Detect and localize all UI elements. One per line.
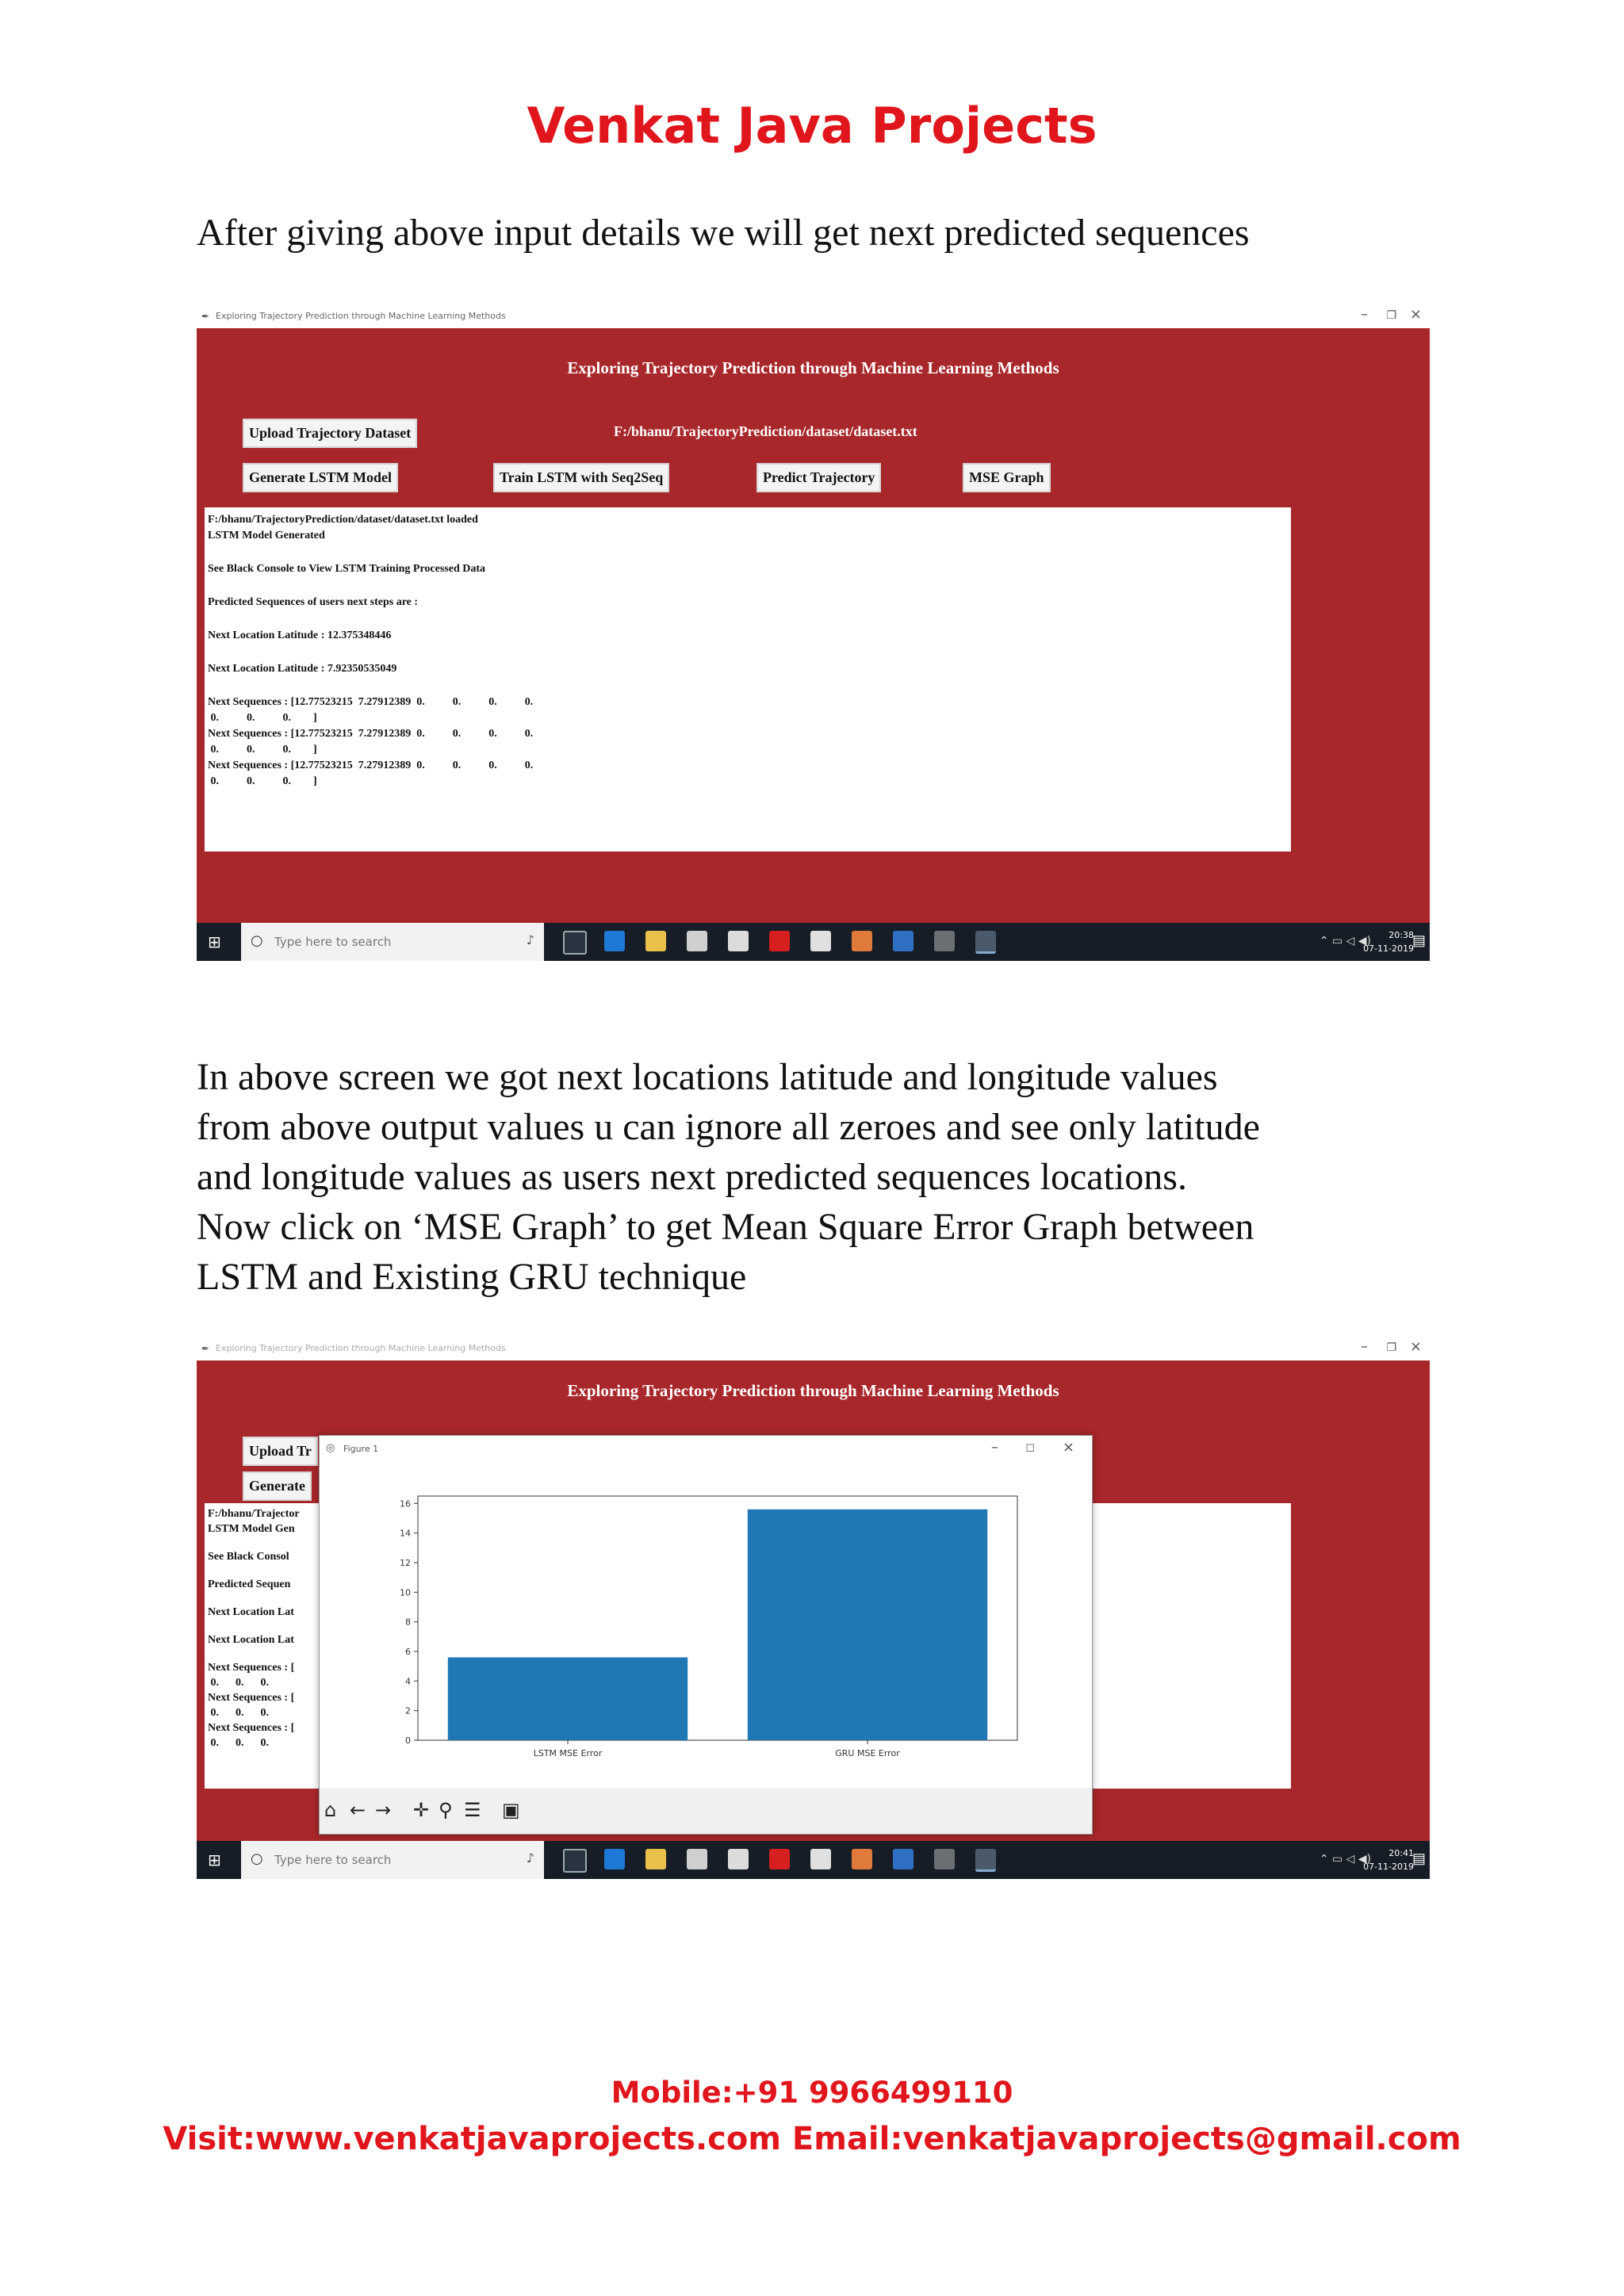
matplotlib-icon: ◎ [326, 1442, 335, 1454]
window-title: Exploring Trajectory Prediction through Machine Learning Methods [216, 311, 506, 321]
page-title: Venkat Java Projects [527, 97, 1097, 155]
output-line: 0. 0. 0. ] [208, 744, 317, 756]
bar [448, 1657, 688, 1740]
console-icon[interactable] [934, 931, 955, 951]
document-icon[interactable] [810, 931, 831, 951]
close-icon[interactable]: × [1062, 1439, 1074, 1456]
clock-date: 07-11-2019 [1363, 943, 1414, 954]
window-titlebar [197, 1337, 1430, 1360]
search-placeholder: Type here to search [274, 935, 392, 949]
task-view-icon[interactable] [563, 931, 587, 955]
mse-graph-button[interactable]: MSE Graph [963, 463, 1051, 492]
output-line: 0. 0. 0. [208, 1737, 269, 1749]
feather-icon: ✒ [201, 311, 210, 322]
store-icon[interactable] [687, 931, 707, 951]
feather-icon: ✒ [201, 1343, 210, 1354]
store-icon[interactable] [687, 1849, 707, 1869]
taskbar-search-box[interactable] [241, 1841, 544, 1879]
output-line: Next Location Lat [208, 1606, 294, 1618]
taskbar-clock[interactable] [1363, 928, 1414, 955]
output-line [208, 610, 1288, 628]
python-app-icon[interactable] [975, 931, 996, 954]
minimize-icon[interactable]: – [1361, 306, 1368, 323]
body-line: from above output values u can ignore all zeroes and see only latitude [197, 1106, 1260, 1148]
notification-icon[interactable]: ▤ [1412, 1850, 1427, 1866]
file-explorer-icon[interactable] [645, 931, 666, 951]
microphone-icon[interactable]: ♪ [526, 932, 534, 947]
clock-time: 20:41 [1388, 1848, 1414, 1858]
windows-start-icon[interactable]: ⊞ [208, 1850, 221, 1869]
clock-date: 07-11-2019 [1363, 1862, 1414, 1872]
bar [748, 1510, 987, 1740]
figure-canvas [320, 1463, 1092, 1788]
x-tick-label: GRU MSE Error [835, 1748, 900, 1758]
windows-start-icon[interactable]: ⊞ [208, 932, 221, 951]
generate-lstm-button[interactable]: Generate LSTM Model [243, 463, 398, 492]
figure-titlebar [320, 1436, 1092, 1463]
save-icon[interactable]: ▣ [502, 1799, 520, 1821]
body-line: Now click on ‘MSE Graph’ to get Mean Square Error Graph between [197, 1206, 1254, 1248]
figure-title: Figure 1 [343, 1444, 379, 1454]
output-line: 0. 0. 0. [208, 1677, 269, 1689]
y-tick-label: 14 [400, 1528, 411, 1539]
output-line: Next Location Latitude : 7.92350535049 [208, 663, 397, 675]
word-icon[interactable] [893, 1849, 914, 1869]
output-line: 0. 0. 0. [208, 1707, 269, 1719]
output-line: Next Sequences : [12.77523215 7.27912389 0. 0. 0. 0. [208, 696, 534, 708]
mail-icon[interactable] [728, 931, 749, 951]
output-line: Next Location Latitude : 12.375348446 [208, 629, 392, 641]
output-line: LSTM Model Gen [208, 1523, 295, 1535]
restore-icon[interactable]: ❐ [1386, 309, 1396, 322]
taskbar-clock[interactable] [1363, 1846, 1414, 1873]
output-line [208, 677, 1288, 695]
mail-icon[interactable] [728, 1849, 749, 1869]
pdf-reader-icon[interactable] [769, 931, 790, 951]
taskbar-search-box[interactable] [241, 923, 544, 961]
body-line: LSTM and Existing GRU technique [197, 1256, 747, 1298]
generate-lstm-button[interactable]: Generate [243, 1471, 312, 1501]
output-line: Predicted Sequen [208, 1578, 291, 1590]
output-line: See Black Console to View LSTM Training Processed Data [208, 563, 485, 575]
y-tick-label: 6 [405, 1647, 411, 1657]
window-titlebar [197, 304, 1430, 328]
task-view-icon[interactable] [563, 1849, 587, 1873]
output-line [208, 577, 1288, 595]
word-icon[interactable] [893, 931, 914, 951]
home-icon[interactable]: ⌂ [324, 1799, 337, 1821]
console-icon[interactable] [934, 1849, 955, 1869]
file-explorer-icon[interactable] [645, 1849, 666, 1869]
body-paragraph [197, 1052, 1434, 1302]
app-window [197, 1360, 1430, 1879]
output-line: F:/bhanu/TrajectoryPrediction/dataset/dataset.txt loaded [208, 514, 478, 526]
y-tick-label: 10 [400, 1587, 411, 1598]
upload-dataset-button[interactable]: Upload Tr [243, 1437, 318, 1466]
taskbar [197, 923, 1430, 961]
zoom-icon[interactable]: ⚲ [439, 1799, 453, 1821]
output-line: 0. 0. 0. ] [208, 775, 317, 787]
output-line: 0. 0. 0. ] [208, 712, 317, 724]
app-title: Exploring Trajectory Prediction through Machine Learning Methods [567, 1381, 1059, 1400]
body-line: and longitude values as users next predicted sequences locations. [197, 1156, 1187, 1198]
output-line: F:/bhanu/Trajector [208, 1508, 300, 1520]
y-tick-label: 16 [400, 1498, 411, 1510]
app-window [197, 328, 1430, 961]
output-line: Next Sequences : [ [208, 1692, 295, 1704]
pan-icon[interactable]: ✛ [413, 1799, 430, 1821]
edge-browser-icon[interactable] [604, 931, 625, 951]
intro-text: After giving above input details we will get next predicted sequences [197, 212, 1250, 254]
dataset-path-label: F:/bhanu/TrajectoryPrediction/dataset/dataset.txt [614, 423, 917, 439]
output-text-area[interactable] [205, 507, 1291, 851]
python-app-icon[interactable] [975, 1849, 996, 1872]
body-line: In above screen we got next locations latitude and longitude values [197, 1056, 1218, 1098]
notification-icon[interactable]: ▤ [1412, 932, 1427, 948]
footer-contact: Visit:www.venkatjavaprojects.com Email:venkatjavaprojects@gmail.com [163, 2121, 1461, 2157]
edge-browser-icon[interactable] [604, 1849, 625, 1869]
mse-bar-chart [320, 1463, 1092, 1788]
close-icon[interactable]: × [1409, 1338, 1422, 1355]
output-line: LSTM Model Generated [208, 530, 325, 541]
document-icon[interactable] [810, 1849, 831, 1869]
y-tick-label: 8 [405, 1617, 411, 1628]
upload-dataset-button[interactable]: Upload Trajectory Dataset [243, 419, 417, 448]
y-tick-label: 0 [405, 1735, 411, 1746]
window-title: Exploring Trajectory Prediction through Machine Learning Methods [216, 1343, 506, 1353]
paint-icon[interactable] [852, 931, 872, 951]
minimize-icon[interactable]: – [991, 1439, 998, 1456]
close-icon[interactable]: × [1409, 306, 1422, 323]
predict-trajectory-button[interactable]: Predict Trajectory [756, 463, 881, 492]
minimize-icon[interactable]: – [1361, 1338, 1368, 1355]
output-line: Next Sequences : [12.77523215 7.27912389 0. 0. 0. 0. [208, 728, 534, 740]
app-title: Exploring Trajectory Prediction through Machine Learning Methods [567, 358, 1059, 377]
back-arrow-icon[interactable]: ← [350, 1799, 366, 1821]
y-tick-label: 12 [400, 1558, 411, 1568]
paint-icon[interactable] [852, 1849, 872, 1869]
output-line [208, 644, 1288, 661]
system-tray-icons[interactable]: ⌃ ▭ ◁ ◀) [1319, 935, 1371, 947]
restore-icon[interactable]: ❐ [1386, 1341, 1396, 1354]
system-tray-icons[interactable]: ⌃ ▭ ◁ ◀) [1319, 1853, 1371, 1866]
screenshot-prediction-output [197, 304, 1430, 999]
search-placeholder: Type here to search [274, 1853, 392, 1867]
pdf-reader-icon[interactable] [769, 1849, 790, 1869]
screenshot-mse-graph [197, 1337, 1430, 1917]
microphone-icon[interactable]: ♪ [526, 1850, 534, 1866]
taskbar [197, 1841, 1430, 1879]
search-icon: ○ [251, 1850, 263, 1867]
intro-paragraph [197, 208, 1434, 258]
clock-time: 20:38 [1388, 930, 1414, 940]
output-line: Next Sequences : [12.77523215 7.27912389 0. 0. 0. 0. [208, 760, 534, 771]
output-line [208, 544, 1288, 561]
train-lstm-button[interactable]: Train LSTM with Seq2Seq [493, 463, 669, 492]
footer-mobile: Mobile:+91 9966499110 [611, 2076, 1013, 2110]
forward-arrow-icon[interactable]: → [375, 1799, 392, 1821]
y-tick-label: 2 [405, 1705, 411, 1716]
output-line: Predicted Sequences of users next steps are : [208, 596, 419, 608]
x-tick-label: LSTM MSE Error [533, 1748, 603, 1758]
configure-subplots-icon[interactable]: ☰ [464, 1799, 481, 1821]
output-line: Next Sequences : [ [208, 1662, 295, 1674]
search-icon: ○ [251, 932, 263, 949]
maximize-icon[interactable]: ☐ [1025, 1443, 1035, 1455]
output-line: Next Sequences : [ [208, 1722, 295, 1734]
figure-toolbar [320, 1788, 1092, 1834]
output-line: See Black Consol [208, 1551, 289, 1563]
figure-window[interactable] [319, 1435, 1093, 1835]
y-tick-label: 4 [405, 1676, 411, 1687]
output-line: Next Location Lat [208, 1634, 294, 1646]
